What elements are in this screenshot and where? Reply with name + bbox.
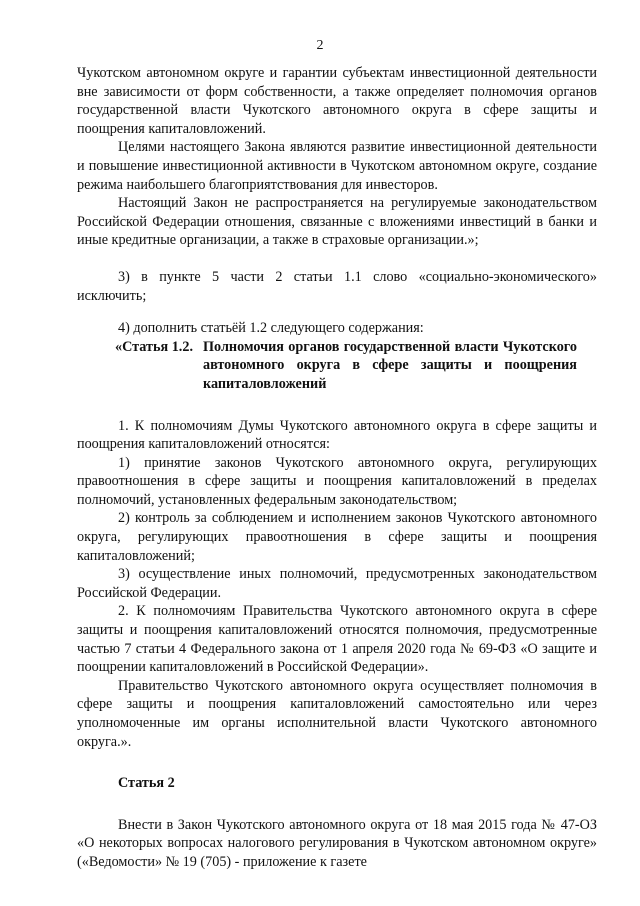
article-2-heading: Статья 2 [118, 775, 175, 792]
paragraph-goals: Целями настоящего Закона являются развитие инвестиционной деятельности и повышение инвестиционной активности в Чукотском автономном округе, создание режима наибольшего благоприятствования для инвесторов. [77, 139, 597, 193]
article-1-2-label: «Статья 1.2. [115, 338, 193, 355]
article-1-2-subitem-3: 3) осуществление иных полномочий, предусмотренных законодательством Российской Федерации. [77, 566, 597, 601]
article-1-2-subitem-1: 1) принятие законов Чукотского автономного округа, регулирующих правоотношения в сфере защиты и поощрения капиталовложений в пределах полномочий, установленных федеральным законодательством; [77, 454, 597, 508]
article-1-2-item-2: 2. К полномочиям Правительства Чукотского автономного округа в сфере защиты и поощрения капиталовложений относятся полномочия, предусмотренные частью 7 статьи 4 Федерального закона от 1 апреля 2020 года № 69-ФЗ «О защите и поощрении капиталовложений в Российской Федерации». [77, 603, 597, 676]
paragraph-scope: Настоящий Закон не распространяется на регулируемые законодательством Российской Федерации отношения, связанные с вложениями инвестиций в банки и иные кредитные организации, а также в страховые организации.»; [77, 195, 597, 249]
paragraph-amendment-3: 3) в пункте 5 части 2 статьи 1.1 слово «социально-экономического» исключить; [77, 268, 597, 304]
paragraph-amendment-4: 4) дополнить статьёй 1.2 следующего содержания: [118, 320, 424, 337]
article-1-2-item-1: 1. К полномочиям Думы Чукотского автономного округа в сфере защиты и поощрения капиталовложений относятся: [77, 417, 597, 453]
paragraph-intro-continuation: Чукотском автономном округе и гарантии субъектам инвестиционной деятельности вне зависимости от форм собственности, а также определяет полномочия органов государственной власти Чукотского автономного округа в сфере защиты и поощрения капиталовложений. [77, 65, 597, 137]
article-1-2-subitem-2: 2) контроль за соблюдением и исполнением законов Чукотского автономного округа, регулирующих правоотношения в сфере защиты и поощрения капиталовложений; [77, 510, 597, 564]
article-1-2-title: Полномочия органов государственной власти Чукотского автономного округа в сфере защиты и поощрения капиталовложений [203, 338, 577, 392]
article-1-2-heading [77, 338, 597, 394]
page-number: 2 [316, 38, 324, 53]
article-1-2-government-powers: Правительство Чукотского автономного округа осуществляет полномочия в сфере защиты и поощрения капиталовложений самостоятельно или через уполномоченные им органы исполнительной власти Чукотского автономного округа.». [77, 677, 597, 750]
article-2-text: Внести в Закон Чукотского автономного округа от 18 мая 2015 года № 47-ОЗ «О некоторых вопросах налогового регулирования в Чукотском автономном округе» («Ведомости» № 19 (705) - приложение к газете [77, 816, 597, 870]
document-body [77, 64, 597, 872]
